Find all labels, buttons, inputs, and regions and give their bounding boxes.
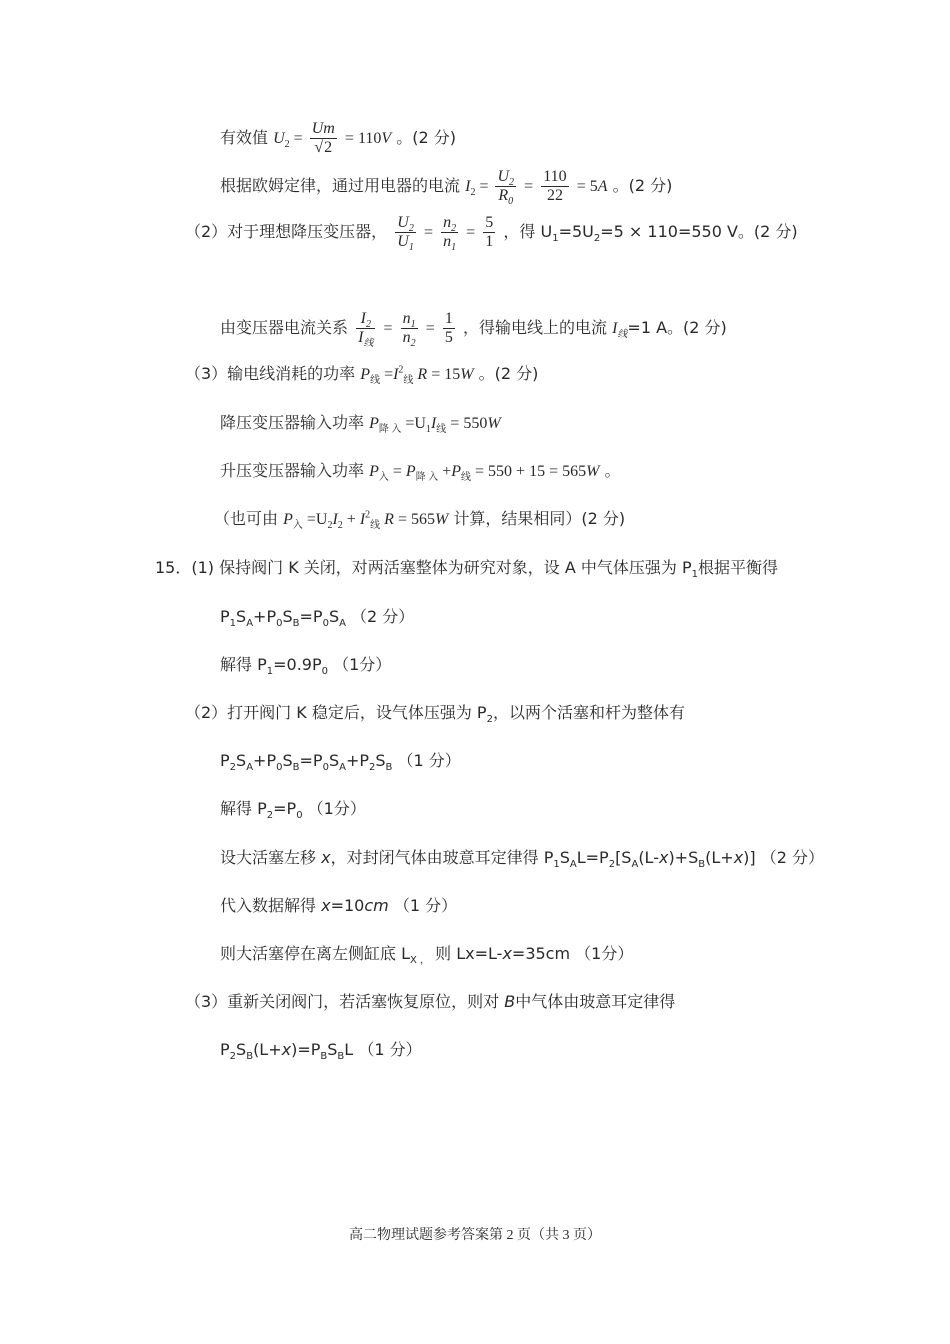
answer-line-step-up-input — [220, 461, 621, 482]
formula: =10cm — [330, 896, 389, 915]
text: 由变压器电流关系 — [220, 318, 349, 337]
text-score: 计算，结果相同）(2 分) — [453, 509, 626, 528]
formula: x — [321, 896, 331, 915]
answer-line-step-down-transformer: （2）对于理想降压变压器， $\frac{U_2}{U_1}$ = $\frac{n_2}{n_1}$ = $\frac{5}{1}$ ，得 $U_1=5U_2=5 \times 110=550$ V。(2 分) — [185, 214, 798, 254]
text: =0.9P — [273, 655, 322, 674]
boyle-law-equation — [220, 848, 825, 871]
formula-u2: $U_2$ = — [273, 130, 307, 151]
formula: $P_1S_AL=P_2[S_A(L-x)+S_B(L+x)]$ — [543, 848, 756, 871]
question-15-part-1: 15．(1) 保持阀门 K 关闭，对两活塞整体为研究对象，设 A 中气体压强为 $P_1$根据平衡得 — [155, 558, 779, 581]
text: 代入数据解得 — [220, 896, 317, 915]
text: 。 — [604, 461, 621, 480]
text-score: =35cm （1分） — [511, 944, 634, 963]
text: =P — [273, 799, 297, 818]
score: （1 分） — [393, 896, 458, 915]
fraction-um-sqrt2: $\frac{Um}{√2}$ — [311, 120, 335, 156]
text: 中气体由玻意耳定律得 — [515, 992, 676, 1011]
score: 。(2 分) — [478, 364, 539, 383]
symbol-x: x — [502, 944, 512, 963]
answer-line-line-power — [185, 364, 538, 385]
fraction-1-5: $\frac{1}{5}$ — [444, 310, 453, 346]
text: 降压变压器输入功率 — [220, 413, 365, 432]
text: （也可由 — [214, 509, 279, 528]
text-score: =1 A。(2 分) — [627, 318, 727, 337]
fraction-u2-u1: $\frac{U_2}{U_1}$ — [397, 214, 414, 254]
solution-lx: 则大活塞停在离左侧缸底 $L_{X ,}$ 则 Lx=L-x=35cm （1分） — [220, 944, 634, 967]
text-score: =5 × 110=550 V。(2 分) — [600, 222, 798, 241]
formula: $P_2S_A+P_0S_B=P_0S_A+P_2S_B$ — [220, 751, 393, 774]
answer-line-effective-value — [220, 120, 456, 157]
score: （2 分） — [351, 607, 415, 626]
solution-p1: 解得 $P_1=0.9P_0$ （1分） — [220, 655, 392, 678]
text: 根据平衡得 — [698, 558, 779, 577]
text: ，以两个活塞和杆为整体有 — [492, 703, 685, 722]
score: （1 分） — [358, 1040, 422, 1059]
text: 则 Lx=L- — [435, 944, 503, 963]
score: （2 分） — [760, 848, 825, 867]
fraction-n2-n1: $\frac{n_2}{n_1}$ — [443, 214, 457, 254]
formula-110v: = 110V — [344, 130, 392, 147]
formula-p-line: $P_线 =I^2_线$ R = 15W — [360, 364, 474, 387]
solution-x — [220, 896, 457, 916]
symbol-x: x — [321, 848, 331, 867]
symbol-iline: $I_线$ — [612, 320, 628, 341]
text: ，对封闭气体由玻意耳定律得 — [330, 848, 539, 867]
fraction-5-1: $\frac{5}{1}$ — [485, 214, 494, 250]
text: 解得 P — [220, 799, 267, 818]
symbol-b: B — [504, 992, 516, 1011]
formula-i2: $I_2$ = — [465, 178, 493, 199]
answer-line-alternative — [214, 509, 625, 530]
text: （2）打开阀门 K 稳定后，设气体压强为 P — [185, 703, 487, 722]
formula: $P_1S_A+P_0S_B=P_0S_A$ — [220, 607, 346, 630]
score: （1 分） — [397, 751, 461, 770]
score: 。(2 分) — [396, 128, 456, 147]
text: （3）重新关闭阀门，若活塞恢复原位，则对 — [185, 992, 500, 1011]
fraction-u2-r0: $\frac{U_2}{R_0}$ — [497, 168, 515, 208]
equation-balance-2 — [220, 751, 461, 774]
text: （2）对于理想降压变压器， — [185, 222, 388, 241]
formula-p-down: $P_{降 入} =U_1I_线 = 550W$ — [369, 415, 501, 436]
question-15-part-2: （2）打开阀门 K 稳定后，设气体压强为 $P_2$，以两个活塞和杆为整体有 — [185, 703, 685, 726]
formula-p-in: $P_入 = P_{降 入} +P_线 = 550 + 15 = 565W$ — [369, 463, 600, 484]
answer-line-ohm-law: 根据欧姆定律，通过用电器的电流 $I_2$ = $\frac{U_2}{R_0}$ = $\frac{110}{22}$ = 5A 。(2 分) — [220, 168, 673, 208]
text: 设大活塞左移 — [220, 848, 317, 867]
score: （1分） — [333, 655, 392, 674]
score: （1分） — [307, 799, 366, 818]
text: 则大活塞停在离左侧缸底 L — [220, 944, 411, 963]
formula-p-in-alt: $P_入 =U_2I_2 + I^2_线$ R = 565W — [283, 509, 449, 532]
text: 升压变压器输入功率 — [220, 461, 365, 480]
text: ，得输电线上的电流 — [462, 318, 607, 337]
equation-boyle-b — [220, 1040, 422, 1063]
answer-line-current-relation: 由变压器电流关系 $\frac{I_2}{I_线}$ = $\frac{n_1}{n_2}$ = $\frac{1}{5}$ ，得输电线上的电流 $I_线=1$ A。(2 分) — [220, 310, 727, 350]
text: 15．(1) 保持阀门 K 关闭，对两活塞整体为研究对象，设 A 中气体压强为 P — [155, 558, 692, 577]
question-15-part-3 — [185, 992, 675, 1012]
page-footer: 高二物理试题参考答案第 2 页（共 3 页） — [349, 1228, 601, 1243]
score: 。(2 分) — [612, 176, 673, 195]
text: ，得 U — [503, 222, 553, 241]
text: =5U — [558, 222, 594, 241]
text: 有效值 — [220, 128, 269, 147]
fraction-110-22: $\frac{110}{22}$ — [543, 168, 567, 204]
fraction-n1-n2: $\frac{n_1}{n_2}$ — [402, 310, 416, 350]
answer-line-step-down-input — [220, 413, 501, 434]
text: （3）输电线消耗的功率 — [185, 364, 356, 383]
fraction-i2-iline: $\frac{I_2}{I_线}$ — [358, 310, 374, 350]
formula: $P_2S_B(L+x)=P_BS_BL$ — [220, 1040, 354, 1063]
equation-balance — [220, 607, 415, 630]
text: 根据欧姆定律，通过用电器的电流 — [220, 176, 461, 195]
solution-p2: 解得 $P_2=P_0$ （1分） — [220, 799, 366, 822]
formula-5a: = 5A — [576, 178, 608, 195]
text: 解得 P — [220, 655, 267, 674]
